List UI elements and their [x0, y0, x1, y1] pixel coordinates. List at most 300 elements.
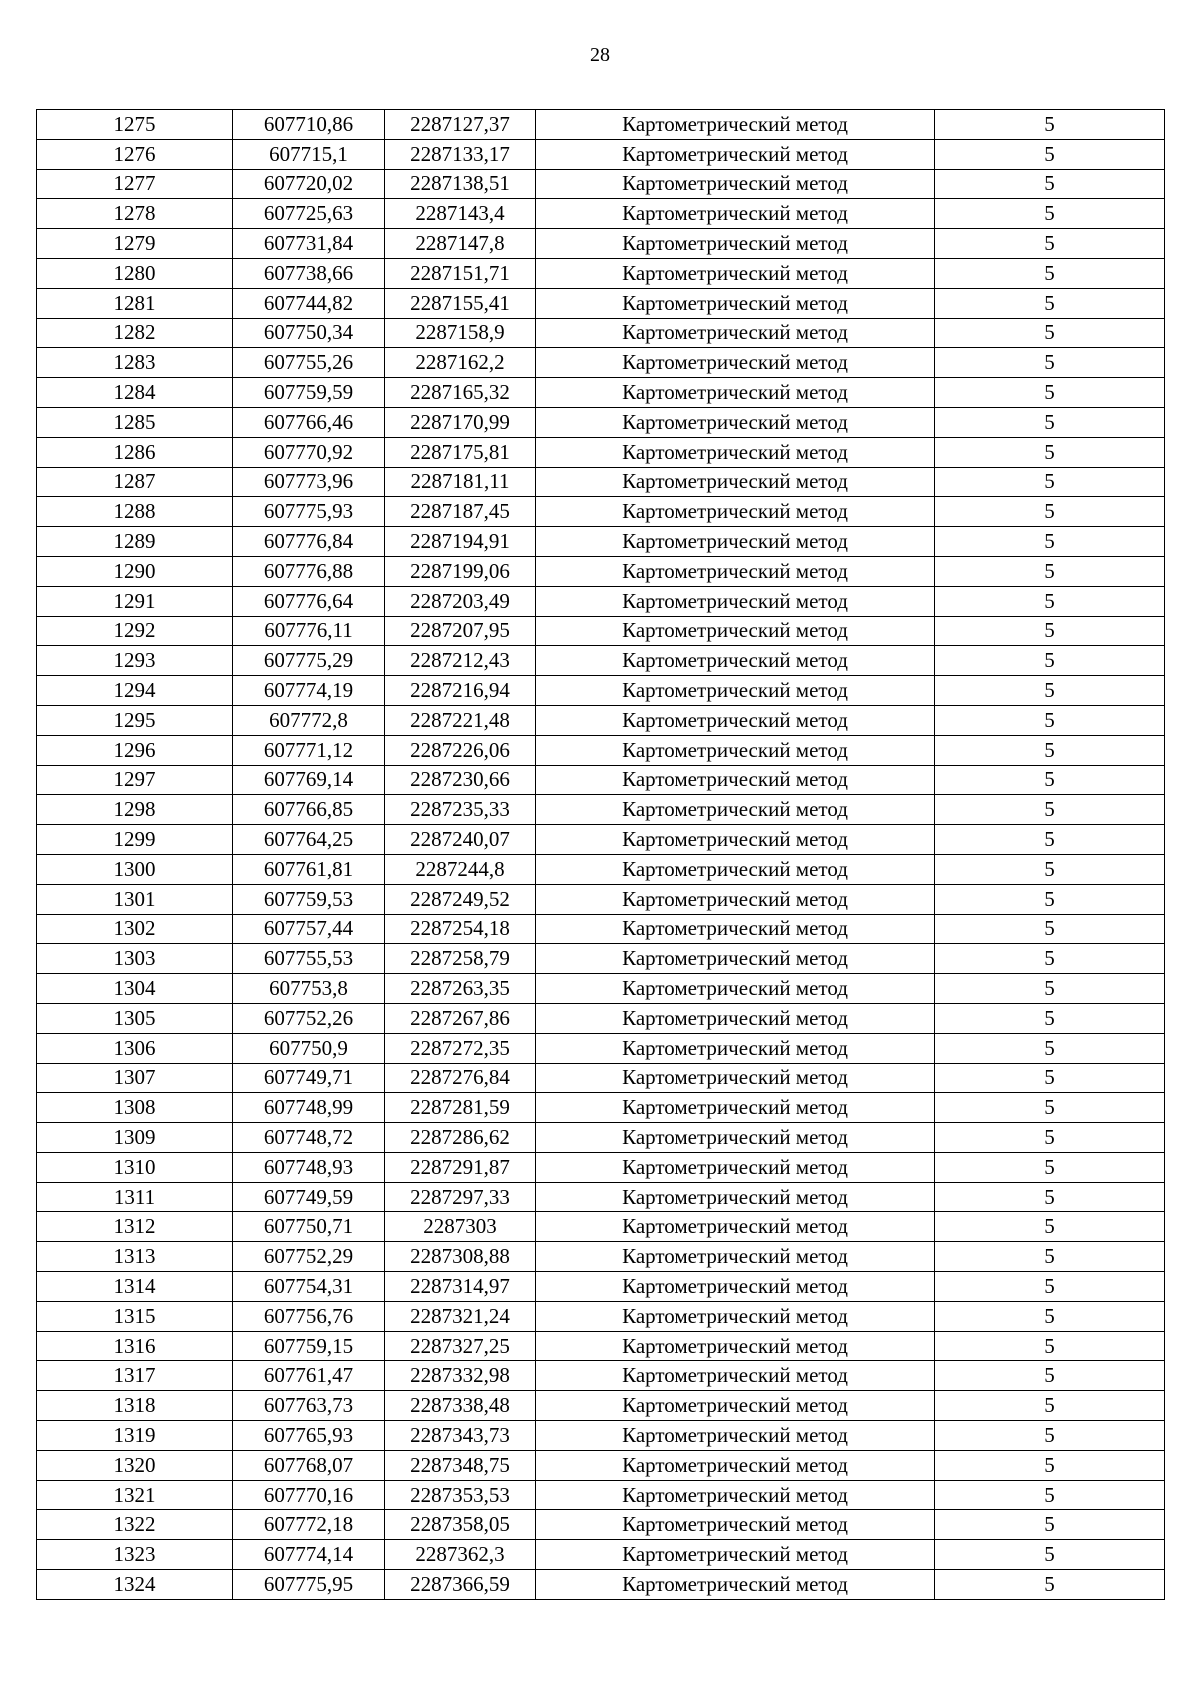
method-cell: Картометрический метод	[536, 378, 935, 408]
x-coordinate-cell: 607749,59	[233, 1182, 385, 1212]
point-number-cell: 1307	[37, 1063, 233, 1093]
x-coordinate-cell: 607776,84	[233, 527, 385, 557]
point-number-cell: 1278	[37, 199, 233, 229]
x-coordinate-cell: 607753,8	[233, 974, 385, 1004]
method-cell: Картометрический метод	[536, 1361, 935, 1391]
table-row	[37, 1421, 1165, 1451]
table-row	[37, 1450, 1165, 1480]
y-coordinate-cell: 2287165,32	[385, 378, 536, 408]
point-number-cell: 1296	[37, 735, 233, 765]
x-coordinate-cell: 607769,14	[233, 765, 385, 795]
point-number-cell: 1304	[37, 974, 233, 1004]
point-number-cell: 1298	[37, 795, 233, 825]
method-cell: Картометрический метод	[536, 944, 935, 974]
accuracy-cell: 5	[935, 1033, 1165, 1063]
accuracy-cell: 5	[935, 1361, 1165, 1391]
accuracy-cell: 5	[935, 1421, 1165, 1451]
table-row	[37, 1510, 1165, 1540]
coordinates-table	[36, 109, 1165, 1600]
y-coordinate-cell: 2287230,66	[385, 765, 536, 795]
table-row	[37, 1361, 1165, 1391]
x-coordinate-cell: 607772,18	[233, 1510, 385, 1540]
y-coordinate-cell: 2287286,62	[385, 1123, 536, 1153]
accuracy-cell: 5	[935, 1123, 1165, 1153]
y-coordinate-cell: 2287267,86	[385, 1003, 536, 1033]
accuracy-cell: 5	[935, 765, 1165, 795]
table-row	[37, 1212, 1165, 1242]
method-cell: Картометрический метод	[536, 974, 935, 1004]
accuracy-cell: 5	[935, 1003, 1165, 1033]
method-cell: Картометрический метод	[536, 765, 935, 795]
point-number-cell: 1301	[37, 884, 233, 914]
point-number-cell: 1317	[37, 1361, 233, 1391]
table-row	[37, 676, 1165, 706]
table-row	[37, 1063, 1165, 1093]
method-cell: Картометрический метод	[536, 1421, 935, 1451]
method-cell: Картометрический метод	[536, 825, 935, 855]
x-coordinate-cell: 607771,12	[233, 735, 385, 765]
page-number: 28	[590, 44, 610, 66]
x-coordinate-cell: 607770,92	[233, 437, 385, 467]
accuracy-cell: 5	[935, 676, 1165, 706]
point-number-cell: 1310	[37, 1152, 233, 1182]
point-number-cell: 1320	[37, 1450, 233, 1480]
point-number-cell: 1321	[37, 1480, 233, 1510]
y-coordinate-cell: 2287263,35	[385, 974, 536, 1004]
x-coordinate-cell: 607754,31	[233, 1272, 385, 1302]
x-coordinate-cell: 607715,1	[233, 139, 385, 169]
method-cell: Картометрический метод	[536, 437, 935, 467]
table-row	[37, 229, 1165, 259]
table-row	[37, 1391, 1165, 1421]
point-number-cell: 1324	[37, 1570, 233, 1600]
method-cell: Картометрический метод	[536, 1301, 935, 1331]
point-number-cell: 1315	[37, 1301, 233, 1331]
table-row	[37, 348, 1165, 378]
method-cell: Картометрический метод	[536, 854, 935, 884]
method-cell: Картометрический метод	[536, 1182, 935, 1212]
x-coordinate-cell: 607710,86	[233, 110, 385, 140]
method-cell: Картометрический метод	[536, 1540, 935, 1570]
y-coordinate-cell: 2287181,11	[385, 467, 536, 497]
point-number-cell: 1292	[37, 616, 233, 646]
y-coordinate-cell: 2287249,52	[385, 884, 536, 914]
x-coordinate-cell: 607748,99	[233, 1093, 385, 1123]
x-coordinate-cell: 607766,85	[233, 795, 385, 825]
method-cell: Картометрический метод	[536, 646, 935, 676]
y-coordinate-cell: 2287297,33	[385, 1182, 536, 1212]
accuracy-cell: 5	[935, 1212, 1165, 1242]
y-coordinate-cell: 2287143,4	[385, 199, 536, 229]
point-number-cell: 1285	[37, 407, 233, 437]
table-row	[37, 407, 1165, 437]
table-row	[37, 139, 1165, 169]
accuracy-cell: 5	[935, 1480, 1165, 1510]
x-coordinate-cell: 607764,25	[233, 825, 385, 855]
table-row	[37, 974, 1165, 1004]
x-coordinate-cell: 607775,93	[233, 497, 385, 527]
table-row	[37, 527, 1165, 557]
x-coordinate-cell: 607774,14	[233, 1540, 385, 1570]
method-cell: Картометрический метод	[536, 110, 935, 140]
accuracy-cell: 5	[935, 795, 1165, 825]
accuracy-cell: 5	[935, 884, 1165, 914]
y-coordinate-cell: 2287138,51	[385, 169, 536, 199]
table-row	[37, 288, 1165, 318]
y-coordinate-cell: 2287258,79	[385, 944, 536, 974]
table-row	[37, 1540, 1165, 1570]
y-coordinate-cell: 2287175,81	[385, 437, 536, 467]
table-row	[37, 556, 1165, 586]
method-cell: Картометрический метод	[536, 1450, 935, 1480]
table-row	[37, 944, 1165, 974]
accuracy-cell: 5	[935, 914, 1165, 944]
method-cell: Картометрический метод	[536, 318, 935, 348]
accuracy-cell: 5	[935, 378, 1165, 408]
accuracy-cell: 5	[935, 646, 1165, 676]
x-coordinate-cell: 607759,15	[233, 1331, 385, 1361]
table-row	[37, 854, 1165, 884]
point-number-cell: 1286	[37, 437, 233, 467]
y-coordinate-cell: 2287158,9	[385, 318, 536, 348]
point-number-cell: 1284	[37, 378, 233, 408]
point-number-cell: 1275	[37, 110, 233, 140]
accuracy-cell: 5	[935, 229, 1165, 259]
y-coordinate-cell: 2287155,41	[385, 288, 536, 318]
point-number-cell: 1299	[37, 825, 233, 855]
table-row	[37, 1301, 1165, 1331]
accuracy-cell: 5	[935, 825, 1165, 855]
x-coordinate-cell: 607776,88	[233, 556, 385, 586]
x-coordinate-cell: 607772,8	[233, 705, 385, 735]
point-number-cell: 1314	[37, 1272, 233, 1302]
accuracy-cell: 5	[935, 1093, 1165, 1123]
x-coordinate-cell: 607755,26	[233, 348, 385, 378]
method-cell: Картометрический метод	[536, 884, 935, 914]
method-cell: Картометрический метод	[536, 1152, 935, 1182]
x-coordinate-cell: 607775,95	[233, 1570, 385, 1600]
method-cell: Картометрический метод	[536, 1033, 935, 1063]
method-cell: Картометрический метод	[536, 1391, 935, 1421]
method-cell: Картометрический метод	[536, 1003, 935, 1033]
x-coordinate-cell: 607768,07	[233, 1450, 385, 1480]
accuracy-cell: 5	[935, 735, 1165, 765]
accuracy-cell: 5	[935, 586, 1165, 616]
accuracy-cell: 5	[935, 348, 1165, 378]
accuracy-cell: 5	[935, 1510, 1165, 1540]
x-coordinate-cell: 607748,93	[233, 1152, 385, 1182]
accuracy-cell: 5	[935, 1540, 1165, 1570]
method-cell: Картометрический метод	[536, 1063, 935, 1093]
point-number-cell: 1289	[37, 527, 233, 557]
accuracy-cell: 5	[935, 556, 1165, 586]
method-cell: Картометрический метод	[536, 705, 935, 735]
x-coordinate-cell: 607725,63	[233, 199, 385, 229]
point-number-cell: 1322	[37, 1510, 233, 1540]
y-coordinate-cell: 2287362,3	[385, 1540, 536, 1570]
y-coordinate-cell: 2287303	[385, 1212, 536, 1242]
table-row	[37, 169, 1165, 199]
x-coordinate-cell: 607750,9	[233, 1033, 385, 1063]
point-number-cell: 1316	[37, 1331, 233, 1361]
table-row	[37, 825, 1165, 855]
x-coordinate-cell: 607752,26	[233, 1003, 385, 1033]
point-number-cell: 1294	[37, 676, 233, 706]
method-cell: Картометрический метод	[536, 1331, 935, 1361]
y-coordinate-cell: 2287281,59	[385, 1093, 536, 1123]
accuracy-cell: 5	[935, 318, 1165, 348]
accuracy-cell: 5	[935, 1063, 1165, 1093]
table-row	[37, 497, 1165, 527]
table-row	[37, 1480, 1165, 1510]
table-row	[37, 199, 1165, 229]
table-row	[37, 586, 1165, 616]
accuracy-cell: 5	[935, 974, 1165, 1004]
point-number-cell: 1279	[37, 229, 233, 259]
method-cell: Картометрический метод	[536, 1123, 935, 1153]
table-row	[37, 765, 1165, 795]
accuracy-cell: 5	[935, 139, 1165, 169]
y-coordinate-cell: 2287327,25	[385, 1331, 536, 1361]
method-cell: Картометрический метод	[536, 1570, 935, 1600]
y-coordinate-cell: 2287151,71	[385, 258, 536, 288]
x-coordinate-cell: 607757,44	[233, 914, 385, 944]
y-coordinate-cell: 2287207,95	[385, 616, 536, 646]
point-number-cell: 1302	[37, 914, 233, 944]
method-cell: Картометрический метод	[536, 258, 935, 288]
accuracy-cell: 5	[935, 169, 1165, 199]
point-number-cell: 1297	[37, 765, 233, 795]
x-coordinate-cell: 607738,66	[233, 258, 385, 288]
accuracy-cell: 5	[935, 110, 1165, 140]
method-cell: Картометрический метод	[536, 288, 935, 318]
x-coordinate-cell: 607744,82	[233, 288, 385, 318]
accuracy-cell: 5	[935, 288, 1165, 318]
point-number-cell: 1280	[37, 258, 233, 288]
point-number-cell: 1312	[37, 1212, 233, 1242]
table-row	[37, 437, 1165, 467]
x-coordinate-cell: 607748,72	[233, 1123, 385, 1153]
y-coordinate-cell: 2287170,99	[385, 407, 536, 437]
x-coordinate-cell: 607749,71	[233, 1063, 385, 1093]
point-number-cell: 1300	[37, 854, 233, 884]
coordinates-table-body	[37, 110, 1165, 1600]
method-cell: Картометрический метод	[536, 1212, 935, 1242]
table-row	[37, 1033, 1165, 1063]
x-coordinate-cell: 607763,73	[233, 1391, 385, 1421]
y-coordinate-cell: 2287332,98	[385, 1361, 536, 1391]
table-row	[37, 1242, 1165, 1272]
table-row	[37, 1272, 1165, 1302]
x-coordinate-cell: 607752,29	[233, 1242, 385, 1272]
method-cell: Картометрический метод	[536, 348, 935, 378]
table-row	[37, 1152, 1165, 1182]
y-coordinate-cell: 2287358,05	[385, 1510, 536, 1540]
x-coordinate-cell: 607731,84	[233, 229, 385, 259]
x-coordinate-cell: 607759,53	[233, 884, 385, 914]
accuracy-cell: 5	[935, 527, 1165, 557]
y-coordinate-cell: 2287147,8	[385, 229, 536, 259]
x-coordinate-cell: 607775,29	[233, 646, 385, 676]
point-number-cell: 1295	[37, 705, 233, 735]
method-cell: Картометрический метод	[536, 1272, 935, 1302]
y-coordinate-cell: 2287308,88	[385, 1242, 536, 1272]
x-coordinate-cell: 607761,47	[233, 1361, 385, 1391]
table-row	[37, 705, 1165, 735]
x-coordinate-cell: 607759,59	[233, 378, 385, 408]
y-coordinate-cell: 2287343,73	[385, 1421, 536, 1451]
y-coordinate-cell: 2287162,2	[385, 348, 536, 378]
point-number-cell: 1276	[37, 139, 233, 169]
table-row	[37, 467, 1165, 497]
point-number-cell: 1318	[37, 1391, 233, 1421]
method-cell: Картометрический метод	[536, 914, 935, 944]
method-cell: Картометрический метод	[536, 229, 935, 259]
point-number-cell: 1311	[37, 1182, 233, 1212]
method-cell: Картометрический метод	[536, 199, 935, 229]
table-row	[37, 735, 1165, 765]
method-cell: Картометрический метод	[536, 676, 935, 706]
point-number-cell: 1281	[37, 288, 233, 318]
y-coordinate-cell: 2287244,8	[385, 854, 536, 884]
point-number-cell: 1290	[37, 556, 233, 586]
accuracy-cell: 5	[935, 854, 1165, 884]
method-cell: Картометрический метод	[536, 616, 935, 646]
table-row	[37, 378, 1165, 408]
x-coordinate-cell: 607773,96	[233, 467, 385, 497]
point-number-cell: 1323	[37, 1540, 233, 1570]
method-cell: Картометрический метод	[536, 586, 935, 616]
y-coordinate-cell: 2287240,07	[385, 825, 536, 855]
y-coordinate-cell: 2287216,94	[385, 676, 536, 706]
y-coordinate-cell: 2287212,43	[385, 646, 536, 676]
accuracy-cell: 5	[935, 1242, 1165, 1272]
table-row	[37, 258, 1165, 288]
point-number-cell: 1303	[37, 944, 233, 974]
table-row	[37, 795, 1165, 825]
x-coordinate-cell: 607776,11	[233, 616, 385, 646]
y-coordinate-cell: 2287133,17	[385, 139, 536, 169]
method-cell: Картометрический метод	[536, 1480, 935, 1510]
x-coordinate-cell: 607756,76	[233, 1301, 385, 1331]
table-row	[37, 914, 1165, 944]
y-coordinate-cell: 2287187,45	[385, 497, 536, 527]
y-coordinate-cell: 2287272,35	[385, 1033, 536, 1063]
x-coordinate-cell: 607761,81	[233, 854, 385, 884]
method-cell: Картометрический метод	[536, 735, 935, 765]
method-cell: Картометрический метод	[536, 497, 935, 527]
accuracy-cell: 5	[935, 1272, 1165, 1302]
x-coordinate-cell: 607765,93	[233, 1421, 385, 1451]
accuracy-cell: 5	[935, 1301, 1165, 1331]
point-number-cell: 1282	[37, 318, 233, 348]
point-number-cell: 1293	[37, 646, 233, 676]
method-cell: Картометрический метод	[536, 1510, 935, 1540]
accuracy-cell: 5	[935, 1450, 1165, 1480]
y-coordinate-cell: 2287194,91	[385, 527, 536, 557]
point-number-cell: 1309	[37, 1123, 233, 1153]
accuracy-cell: 5	[935, 437, 1165, 467]
table-row	[37, 1182, 1165, 1212]
accuracy-cell: 5	[935, 199, 1165, 229]
method-cell: Картометрический метод	[536, 467, 935, 497]
method-cell: Картометрический метод	[536, 527, 935, 557]
accuracy-cell: 5	[935, 258, 1165, 288]
point-number-cell: 1283	[37, 348, 233, 378]
point-number-cell: 1306	[37, 1033, 233, 1063]
method-cell: Картометрический метод	[536, 556, 935, 586]
method-cell: Картометрический метод	[536, 407, 935, 437]
y-coordinate-cell: 2287127,37	[385, 110, 536, 140]
point-number-cell: 1308	[37, 1093, 233, 1123]
accuracy-cell: 5	[935, 944, 1165, 974]
method-cell: Картометрический метод	[536, 1093, 935, 1123]
y-coordinate-cell: 2287348,75	[385, 1450, 536, 1480]
table-row	[37, 884, 1165, 914]
x-coordinate-cell: 607720,02	[233, 169, 385, 199]
y-coordinate-cell: 2287321,24	[385, 1301, 536, 1331]
point-number-cell: 1305	[37, 1003, 233, 1033]
point-number-cell: 1288	[37, 497, 233, 527]
accuracy-cell: 5	[935, 705, 1165, 735]
y-coordinate-cell: 2287366,59	[385, 1570, 536, 1600]
table-row	[37, 616, 1165, 646]
y-coordinate-cell: 2287276,84	[385, 1063, 536, 1093]
x-coordinate-cell: 607750,34	[233, 318, 385, 348]
y-coordinate-cell: 2287353,53	[385, 1480, 536, 1510]
table-row	[37, 1570, 1165, 1600]
point-number-cell: 1319	[37, 1421, 233, 1451]
table-row	[37, 318, 1165, 348]
y-coordinate-cell: 2287199,06	[385, 556, 536, 586]
table-row	[37, 110, 1165, 140]
y-coordinate-cell: 2287221,48	[385, 705, 536, 735]
point-number-cell: 1287	[37, 467, 233, 497]
accuracy-cell: 5	[935, 1182, 1165, 1212]
x-coordinate-cell: 607766,46	[233, 407, 385, 437]
table-row	[37, 646, 1165, 676]
table-row	[37, 1093, 1165, 1123]
accuracy-cell: 5	[935, 1331, 1165, 1361]
table-row	[37, 1123, 1165, 1153]
method-cell: Картометрический метод	[536, 169, 935, 199]
point-number-cell: 1291	[37, 586, 233, 616]
accuracy-cell: 5	[935, 467, 1165, 497]
accuracy-cell: 5	[935, 1152, 1165, 1182]
accuracy-cell: 5	[935, 616, 1165, 646]
x-coordinate-cell: 607774,19	[233, 676, 385, 706]
accuracy-cell: 5	[935, 1570, 1165, 1600]
accuracy-cell: 5	[935, 407, 1165, 437]
y-coordinate-cell: 2287235,33	[385, 795, 536, 825]
y-coordinate-cell: 2287254,18	[385, 914, 536, 944]
x-coordinate-cell: 607776,64	[233, 586, 385, 616]
table-row	[37, 1331, 1165, 1361]
method-cell: Картометрический метод	[536, 795, 935, 825]
accuracy-cell: 5	[935, 1391, 1165, 1421]
method-cell: Картометрический метод	[536, 139, 935, 169]
y-coordinate-cell: 2287338,48	[385, 1391, 536, 1421]
y-coordinate-cell: 2287314,97	[385, 1272, 536, 1302]
y-coordinate-cell: 2287226,06	[385, 735, 536, 765]
x-coordinate-cell: 607755,53	[233, 944, 385, 974]
x-coordinate-cell: 607770,16	[233, 1480, 385, 1510]
method-cell: Картометрический метод	[536, 1242, 935, 1272]
point-number-cell: 1277	[37, 169, 233, 199]
y-coordinate-cell: 2287203,49	[385, 586, 536, 616]
y-coordinate-cell: 2287291,87	[385, 1152, 536, 1182]
accuracy-cell: 5	[935, 497, 1165, 527]
